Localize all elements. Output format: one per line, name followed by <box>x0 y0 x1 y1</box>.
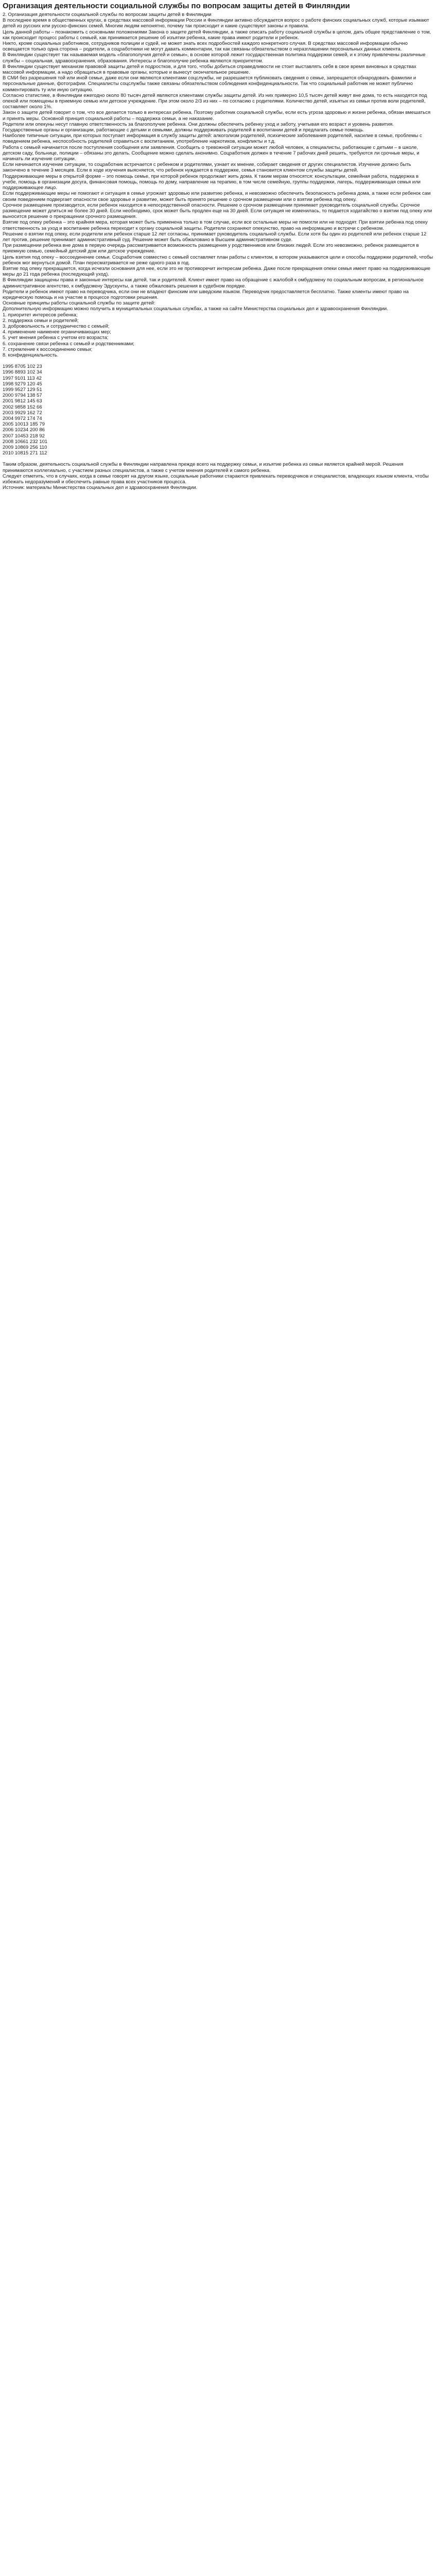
paragraph: Таким образом, деятельность социальной службы в Финляндии направлена прежде всего на поддержку семьи, и изъятие ребенка из семьи является крайней мерой. Решения принимаются коллегиально, с участием разных специалистов, а также с учетом мнения родителей и самого ребенка. <box>3 462 404 473</box>
statistics-row: 2001 9812 145 63 <box>3 398 42 404</box>
paragraph: Согласно статистике, в Финляндии ежегодно около 80 тысяч детей являются клиентами службы защиты детей. Из них примерно 10,5 тысяч детей живут вне дома, то есть находятся под опекой или помещены в приемную семью или детское учреждение. При этом около 2/3 из них – по согласию с родителями. Количество детей, изъятых из семьи против воли родителей, составляет около 1%. <box>3 92 427 110</box>
paragraph: При размещении ребенка вне дома в первую очередь рассматривается возможность размещения у родственников или близких людей. Если это невозможно, ребенок размещается в приемную семью, семейный детский дом или детское учреждение. <box>3 243 419 255</box>
list-item: 3. добровольность и сотрудничество с семьей; <box>3 323 110 329</box>
list-item: 2. поддержка семьи и родителей; <box>3 317 79 324</box>
paragraph: Основные принципы работы социальной службы по защите детей: <box>3 300 155 307</box>
list-item: 8. конфиденциальность. <box>3 352 59 358</box>
statistics-row: 2010 10815 271 112 <box>3 450 47 456</box>
paragraph: Если поддерживающие меры не помогают и ситуация в семье угрожает здоровью или развитию ребенка, и невозможно обеспечить безопасность ребенка дома, а также если ребенок сам своим поведением подвергает опасности свое здоровье и развитие, может быть принято решение о срочном размещении или о взятии ребенка под опеку. <box>3 191 431 202</box>
article-closing <box>3 462 433 490</box>
statistics-row: 1997 9101 113 42 <box>3 375 42 381</box>
statistics-row: 2003 9929 162 72 <box>3 410 42 416</box>
paragraph: В Финляндии существует механизм правовой защиты детей и подростков, и для того, чтобы добиться справедливости не стоит выставлять себя в свое время виновных в средствах массовой информации, а надо обращаться в правовые органы, которые и вынесут окончательное решение. <box>3 63 416 76</box>
paragraph: Взятие под опеку ребенка – это крайняя мера, которая может быть применена только в том случае, если все остальные меры не помогли или не подходят. При взятии ребенка под опеку ответственность за уход и воспитание ребенка переходит к органу социальной защиты. Родители сохраняют опекунство, право на информацию и встречи с ребенком. <box>3 219 428 231</box>
statistics-row: 2000 9794 138 57 <box>3 393 42 399</box>
statistics-row: 2004 9972 174 74 <box>3 416 42 422</box>
paragraph: Поддерживающие меры в открытой форме – это помощь семье, при которой ребенок продолжает жить дома. К таким мерам относятся: консультации, семейная работа, поддержка в учебе, помощь в организации досуга, финансовая помощь, помощь по дому, направление на терапию, в том числе семейную, группы поддержки, лагерь, поддерживающая семья или поддерживающее лицо. <box>3 173 421 191</box>
paragraph: Источник: материалы Министерства социальных дел и здравоохранения Финляндии. <box>3 485 198 491</box>
statistics-row: 2009 10869 256 110 <box>3 445 47 451</box>
statistics-row: 1995 8705 102 23 <box>3 364 42 370</box>
statistics-row: 2002 9858 152 66 <box>3 404 42 410</box>
statistics-row: 2008 10661 232 101 <box>3 438 48 445</box>
paragraph: Цель взятия под опеку – воссоединение семьи. Соцработник совместно с семьей составляет план работы с клиентом, в котором указываются цели и способы поддержки родителей, чтобы ребенок мог вернуться домой. План пересматривается не реже одного раза в год. <box>3 254 433 266</box>
list-item: 4. применение наименее ограничивающих мер; <box>3 329 111 335</box>
statistics-list <box>3 364 433 456</box>
statistics-row: 2005 10013 185 79 <box>3 421 45 428</box>
paragraph: Следует отметить, что в случаях, когда в семье говорят на другом языке, социальные работники стараются привлекать переводчиков и специалистов, владеющих языком клиента, чтобы избежать недоразумений и обеспечить равные права всех участников процесса. <box>3 473 429 485</box>
paragraph: Родители и ребенок имеют право на переводчика, если они не владеют финским или шведским языком. Переводчик предоставляется бесплатно. Также клиенты имеют право на юридическую помощь и на участие в процессе подготовки решения. <box>3 289 409 300</box>
paragraph: Дополнительную информацию можно получить в муниципальных социальных службах, а также на сайте Министерства социальных дел и здравоохранения Финляндии. <box>3 306 388 312</box>
article-title: Организация деятельности социальной службы по вопросам защиты детей в Финляндии <box>3 2 350 10</box>
paragraph: Закон о защите детей говорит о том, что все делается только в интересах ребенка. Поэтому работник социальной службы, если есть угроза здоровью и жизни ребенка, обязан вмешаться и принять меры. Основной принцип социальной работы – поддержка семьи, а не наказание. <box>3 110 431 122</box>
paragraph: 2. Организация деятельности социальной службы по вопросам защиты детей в Финляндии <box>3 12 212 18</box>
list-item: 5. учет мнения ребенка с учетом его возраста; <box>3 335 109 341</box>
statistics-row: 1999 9527 129 51 <box>3 387 42 393</box>
paragraph: Родители или опекуны несут главную ответственность за благополучие ребенка. Они должны обеспечить ребенку уход и заботу, учитывая его возраст и уровень развития. Государственные органы и организации, работающие с детьми и семьями, должны поддерживать родителей в воспитании детей и предлагать семье помощь. <box>3 121 394 133</box>
paragraph: Решение о взятии под опеку, если родители или ребенок старше 12 лет согласны, принимает руководитель социальной службы. Если хотя бы один из родителей или ребенок старше 12 лет против, решение принимает административный суд. Решение может быть обжаловано в Высшем административном суде. <box>3 231 427 243</box>
paragraph: Взятие под опеку прекращается, когда исчезли основания для нее, если это не противоречит интересам ребенка. Даже после прекращения опеки семья имеет право на поддерживающие меры до 21 года ребенка (последующий уход). <box>3 265 431 278</box>
list-item: 6. сохранение связи ребенка с семьей и родственниками; <box>3 341 134 347</box>
statistics-row: 1998 9279 120 45 <box>3 381 42 387</box>
list-item: 7. стремление к воссоединению семьи; <box>3 346 93 352</box>
paragraph: Никто, кроме социальных работников, сотрудников полиции и судей, не может знать всех подробностей каждого конкретного случая. В средствах массовой информации обычно освещается только одна сторона – родители, а соцработники не могут давать комментарии, так как связаны обязательством о неразглашении персональных данных клиента. <box>3 41 408 53</box>
statistics-row: 2007 10453 218 92 <box>3 433 45 439</box>
principles-list <box>3 312 433 359</box>
paragraph: В Финляндии защищены права и законные интересы как детей, так и родителей. Клиент имеет право на обращение с жалобой к омбудсмену по социальным вопросам, в региональное административное агентство, к омбудсмену Эдускунты, а также обжаловать решения в судебном порядке. <box>3 277 424 289</box>
paragraph: Если начинается изучение ситуации, то соцработник встречается с ребенком и родителями, узнает их мнение, собирает сведения от других специалистов. Изучение должно быть закончено в течение 3 месяцев. Если в ходе изучения выясняется, что ребенок нуждается в поддержке, семья становится клиентом службы защиты детей. <box>3 162 411 174</box>
paragraph: Срочное размещение производится, если ребенок находится в непосредственной опасности. Решение о срочном размещении принимает руководитель социальной службы. Срочное размещение может длиться не более 30 дней. Если необходимо, срок может быть продлен еще на 30 дней. Если ситуация не изменилась, то подается ходатайство о взятии под опеку или выносится решение о прекращении срочного размещения. <box>3 202 432 220</box>
article-body <box>3 12 433 312</box>
paragraph: В СМИ без разрешения той или иной семьи, даже если они являются клиентами соцслужбы, не разрешается публиковать сведения о семье, запрещается обнародовать фамилии и персональные данные, фотографии. Специалисты соцслужбы также связаны обязательством соблюдения конфиденциальности. Так что социальный работник не может публично комментировать ту или иную ситуацию. <box>3 75 416 93</box>
statistics-row: 1996 8893 102 34 <box>3 369 42 376</box>
list-item: 1. приоритет интересов ребенка; <box>3 312 78 318</box>
paragraph: Наиболее типичные ситуации, при которых поступает информация в службу защиты детей: алкоголизм родителей, психические заболевания родителей, насилие в семье, проблемы с поведением ребенка, неспособность родителей справиться с воспитанием, употребление наркотиков, конфликты и т.д. <box>3 133 422 145</box>
paragraph: В Финляндии существует так называемая модель «благополучия детей и семьи», в основе которой лежит государственная политика поддержки семей, и к этому привлечены различные службы – социальная, здравоохранения, образования. Интересы и благополучие ребенка являются приоритетом. <box>3 52 426 64</box>
paragraph: В последнее время в общественных кругах, в средствах массовой информации России и Финляндии активно обсуждается вопрос о работе финских социальных служб, которые изымают детей из русских или русско-финских семей. Многим людям непонятно, почему так происходит и какие существуют законы и правила. <box>3 18 429 29</box>
paragraph: Работа с семьей начинается после поступления сообщения или заявления. Сообщить о тревожной ситуации может любой человек, а специалисты, работающие с детьми – в школе, детском саду, больнице, полиции – обязаны это делать. Сообщение можно сделать анонимно. Соцработник должен в течение 7 рабочих дней решить, требуются ли срочные меры, и начинать ли изучение ситуации. <box>3 144 420 162</box>
paragraph: Цель данной работы – познакомить с основными положениями Закона о защите детей Финляндии, а также описать работу социальной службы в целом, дать общее представление о том, как происходит процесс работы с семьей, как принимается решение об изъятии ребенка, какие права имеют родители и ребенок. <box>3 29 431 41</box>
statistics-row: 2006 10234 200 86 <box>3 427 45 433</box>
